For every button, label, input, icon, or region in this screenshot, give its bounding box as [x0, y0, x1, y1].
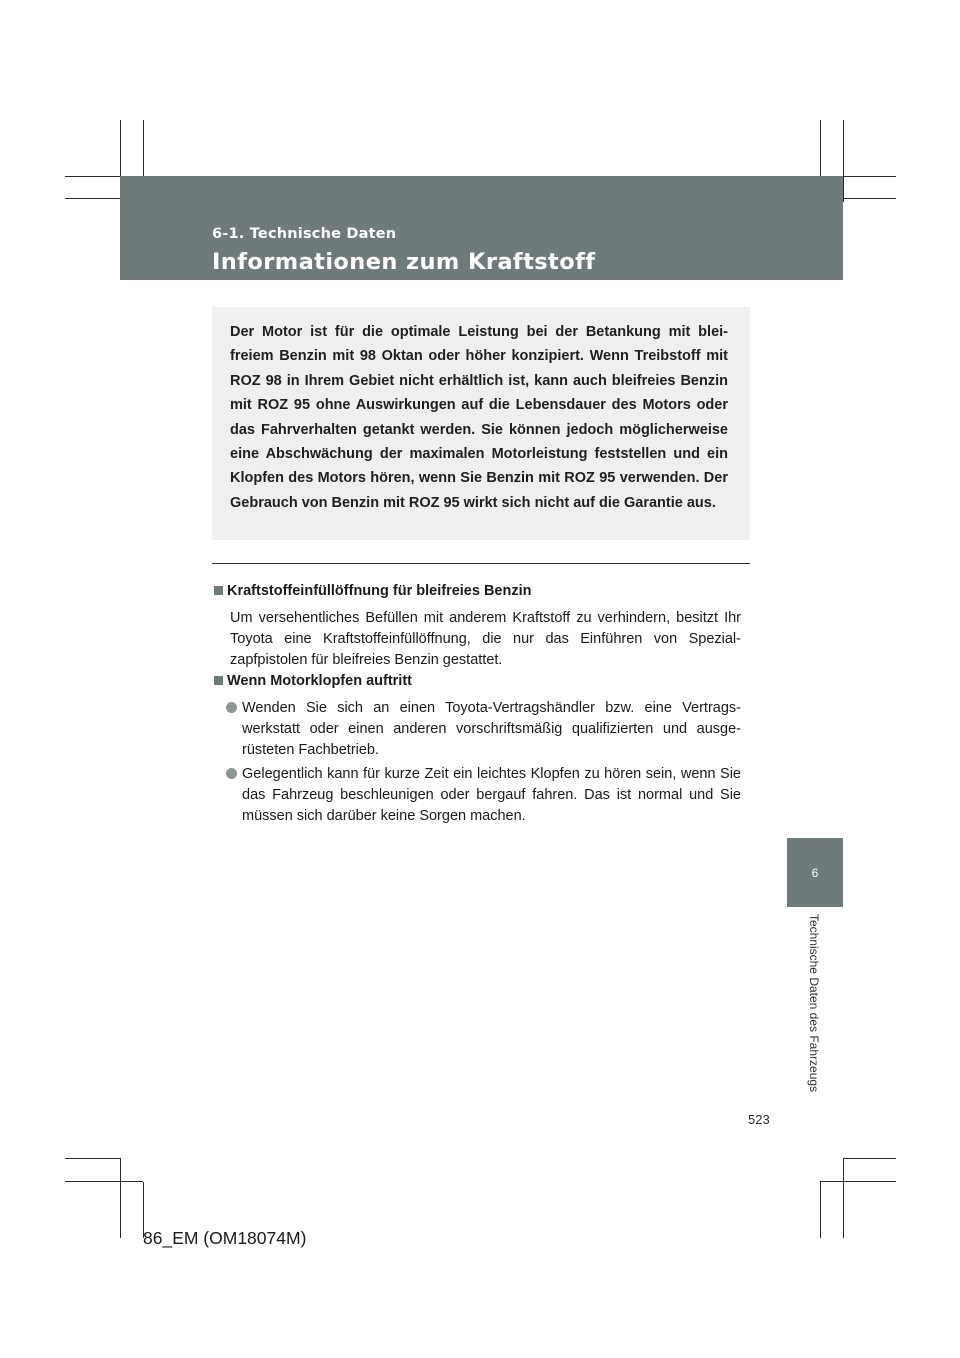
intro-text: Der Motor ist für die optimale Leistung bei der Betankung mit blei-freiem Benzin mit 98 Oktan oder höher konzipiert. Wenn Treibstoff mit ROZ 98 in Ihrem Gebiet nicht erhältlich ist, kann auch bleifreies Benzin mit ROZ 95 ohne Auswirkungen auf die Lebensdauer des Motors oder das Fahrverhalten getankt werden. Sie können jedoch möglicherweise eine Abschwächung der maximalen Motorleistung feststellen und ein Klopfen des Motors hören, wenn Sie Benzin mit ROZ 95 verwenden. Der Gebrauch von Benzin mit ROZ 95 wirkt sich nicht auf die Garantie aus.	[230, 324, 728, 511]
chapter-tab	[787, 838, 843, 907]
list-item-text: Wenden Sie sich an einen Toyota-Vertragshändler bzw. eine Vertrags-werkstatt oder einen anderen vorschriftsmäßig qualifizierten und ausge-rüsteten Fachbetrieb.	[242, 700, 741, 758]
chapter-title: Technische Daten des Fahrzeugs	[807, 913, 821, 1093]
page-number: 523	[748, 1112, 770, 1127]
crop-mark	[65, 1158, 121, 1159]
bullet-dot-icon	[226, 768, 237, 779]
section-label: 6-1. Technische Daten	[212, 226, 397, 242]
square-bullet-icon	[214, 676, 223, 685]
section-heading-text: Wenn Motorklopfen auftritt	[227, 673, 412, 689]
chapter-number: 6	[811, 866, 819, 880]
crop-mark	[820, 1182, 821, 1238]
list-item-text: Gelegentlich kann für kurze Zeit ein leichtes Klopfen zu hören sein, wenn Sie das Fahrzeug beschleunigen oder bergauf fahren. Das ist normal und Sie müssen sich darüber keine Sorgen machen.	[242, 766, 741, 824]
section-heading	[214, 583, 532, 599]
page-title: Informationen zum Kraftstoff	[212, 249, 596, 275]
bullet-dot-icon	[226, 702, 237, 713]
crop-mark	[120, 1158, 121, 1238]
divider	[212, 563, 750, 564]
crop-mark	[65, 1181, 143, 1182]
crop-mark	[843, 1158, 896, 1159]
list-item	[226, 698, 741, 761]
section-heading-text: Kraftstoffeinfüllöffnung für bleifreies Benzin	[227, 583, 532, 599]
crop-mark	[843, 120, 844, 202]
section-paragraph: Um versehentliches Befüllen mit anderem Kraftstoff zu verhindern, besitzt Ihr Toyota eine Kraftstoffeinfüllöffnung, die nur das Einführen von Spezial-zapfpistolen für bleifreies Benzin gestattet.	[230, 610, 741, 668]
document-code: 86_EM (OM18074M)	[143, 1228, 307, 1248]
list-item	[226, 764, 741, 827]
square-bullet-icon	[214, 586, 223, 595]
crop-mark	[820, 1181, 896, 1182]
crop-mark	[843, 1158, 844, 1238]
section-heading	[214, 673, 412, 689]
